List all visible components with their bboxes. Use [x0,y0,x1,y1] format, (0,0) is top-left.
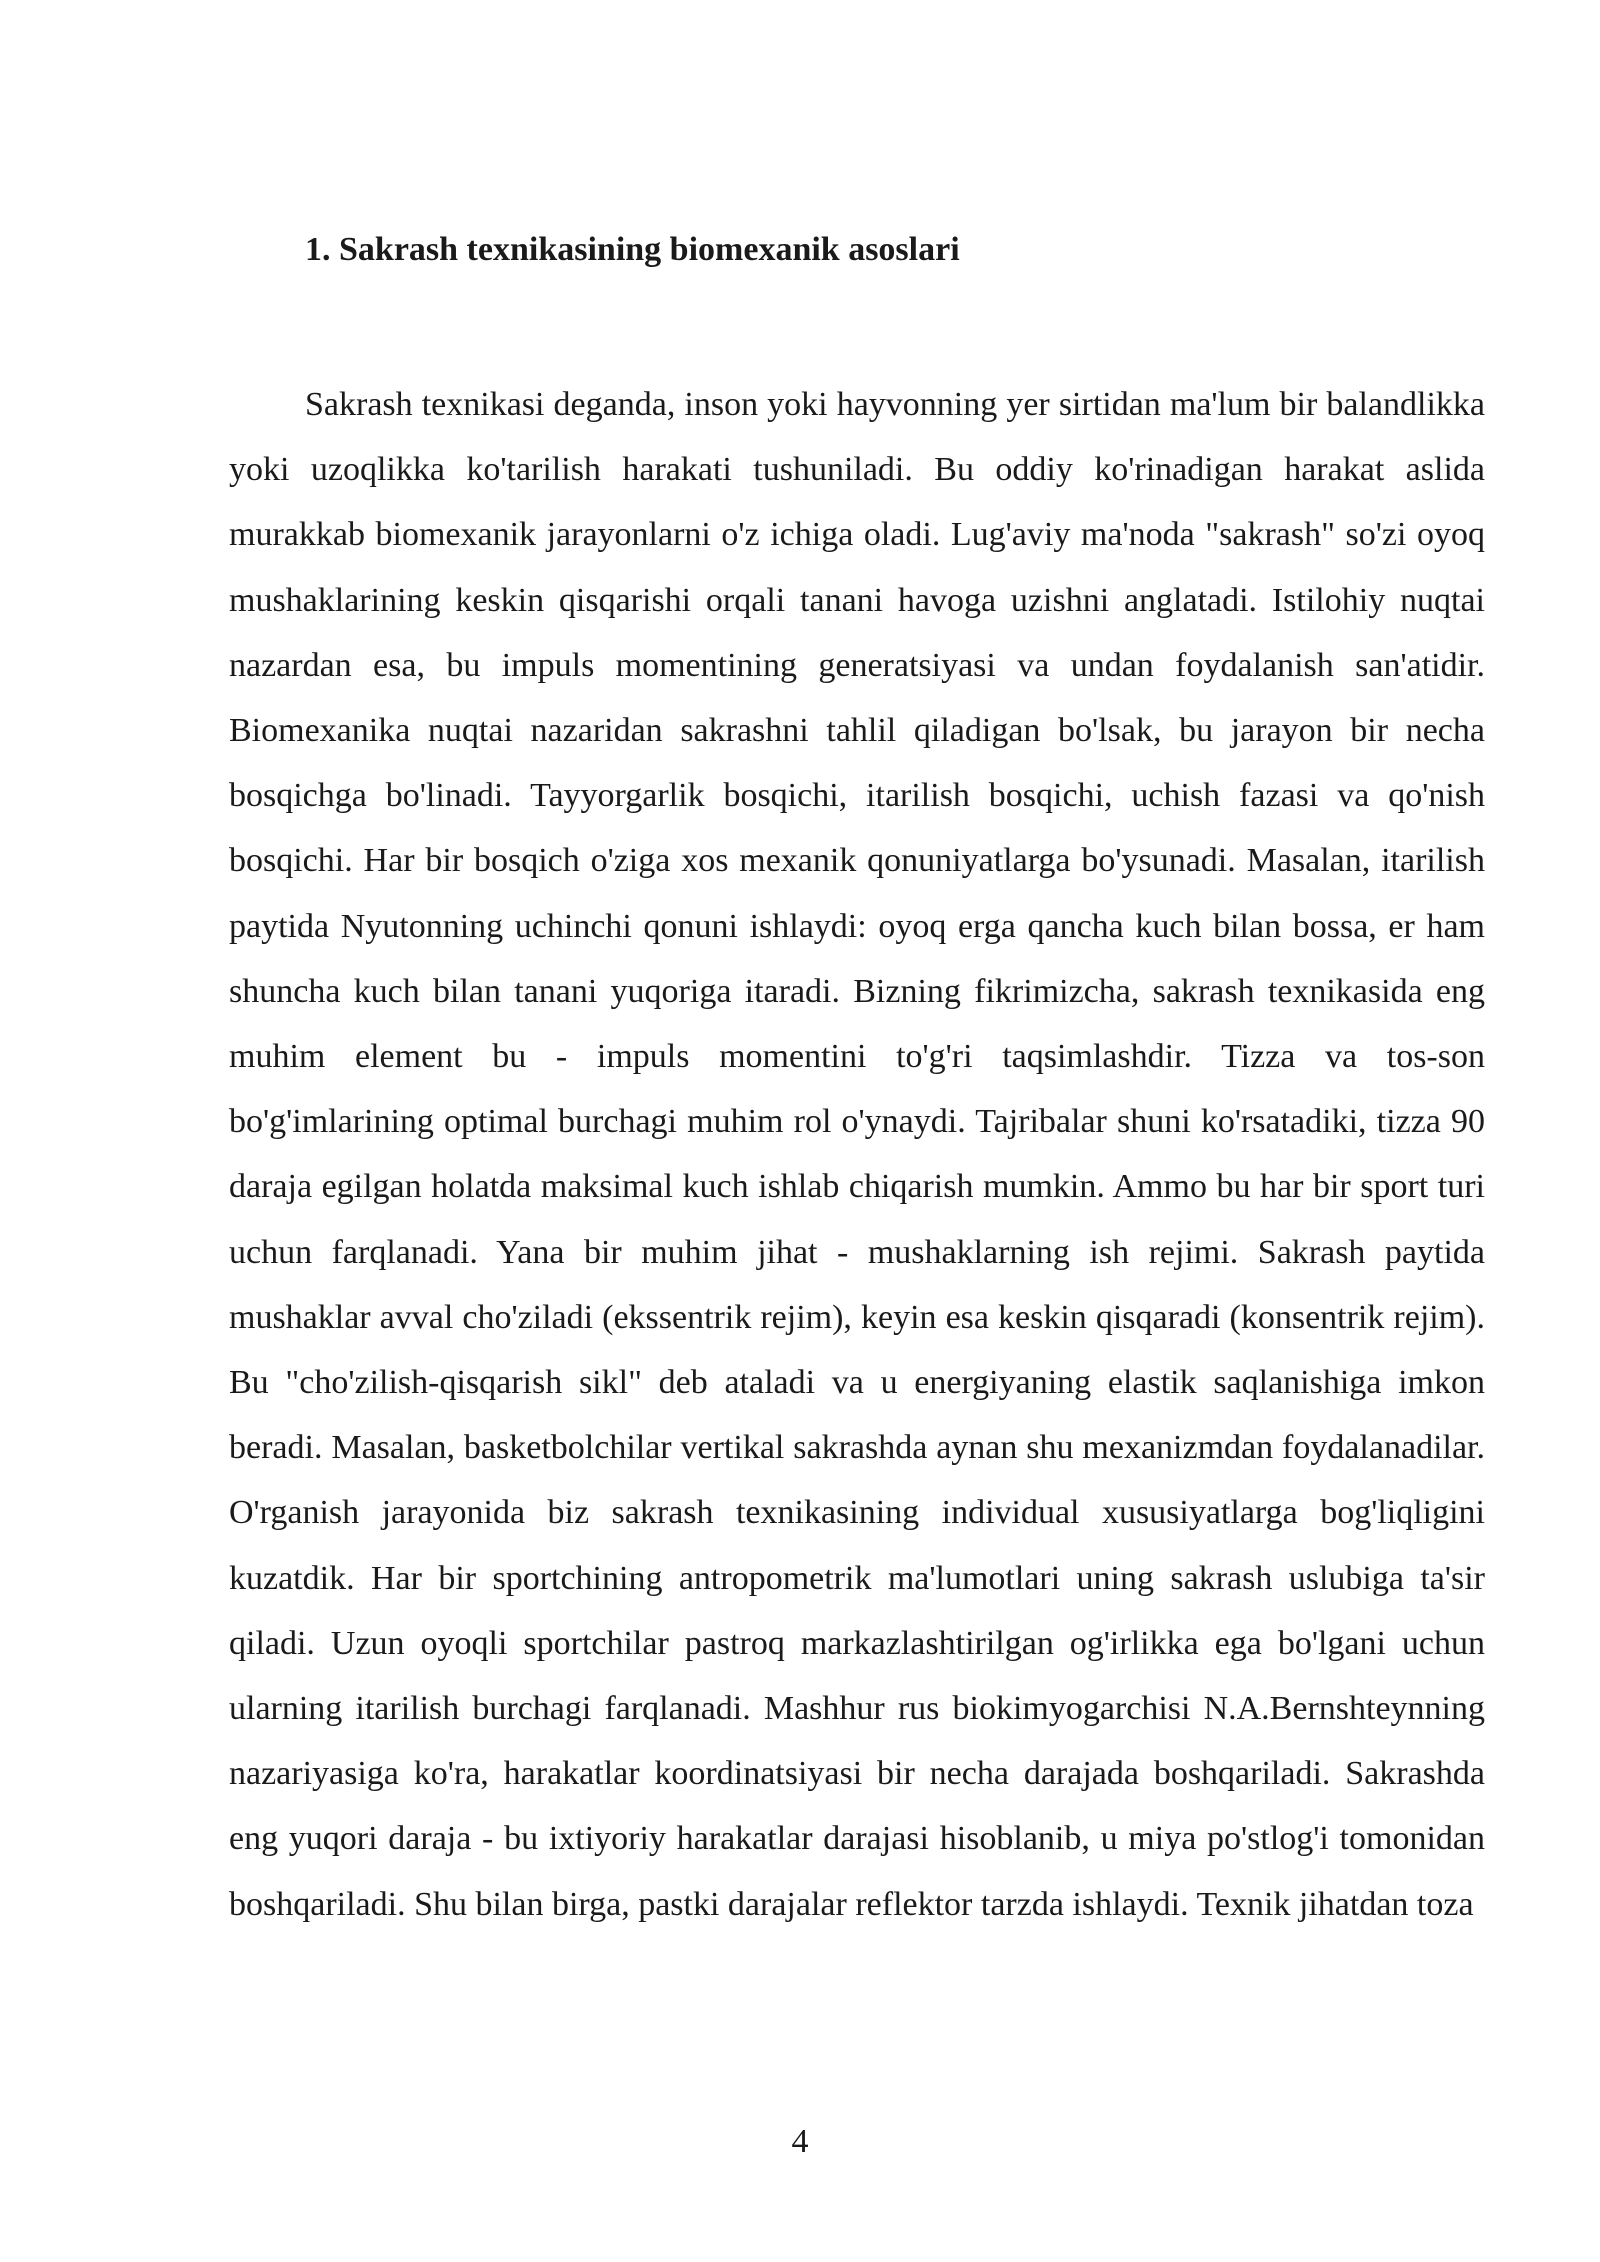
page-number: 4 [791,2123,809,2160]
section-heading: 1. Sakrash texnikasining biomexanik asoslari [305,231,960,268]
body-paragraph: Sakrash texnikasi deganda, inson yoki hayvonning yer sirtidan ma'lum bir balandlikka yoki uzoqlikka ko'tarilish harakati tushuniladi. Bu oddiy ko'rinadigan harakat aslida murakkab biomexanik jarayonlarni o'z ichiga oladi. Lug'aviy ma'noda "sakrash" so'zi oyoq mushaklarining keskin qisqarishi orqali tanani havoga uzishni anglatadi. Istilohiy nuqtai nazardan esa, bu impuls momentining generatsiyasi va undan foydalanish san'atidir. Biomexanika nuqtai nazaridan sakrashni tahlil qiladigan bo'lsak, bu jarayon bir necha bosqichga bo'linadi. Tayyorgarlik bosqichi, itarilish bosqichi, uchish fazasi va qo'nish bosqichi. Har bir bosqich o'ziga xos mexanik qonuniyatlarga bo'ysunadi. Masalan, itarilish paytida Nyutonning uchinchi qonuni ishlaydi: oyoq erga qancha kuch bilan bossa, er ham shuncha kuch bilan tanani yuqoriga itaradi. Bizning fikrimizcha, sakrash texnikasida eng muhim element bu - impuls momentini to'g'ri taqsimlashdir. Tizza va tos-son bo'g'imlarining optimal burchagi muhim rol o'ynaydi. Tajribalar shuni ko'rsatadiki, tizza 90 daraja egilgan holatda maksimal kuch ishlab chiqarish mumkin. Ammo bu har bir sport turi uchun farqlanadi. Yana bir muhim jihat - mushaklarning ish rejimi. Sakrash paytida mushaklar avval cho'ziladi (ekssentrik rejim), keyin esa keskin qisqaradi (konsentrik rejim). Bu "cho'zilish-qisqarish sikl" deb ataladi va u energiyaning elastik saqlanishiga imkon beradi. Masalan, basketbolchilar vertikal sakrashda aynan shu mexanizmdan foydalanadilar. O'rganish jarayonida biz sakrash texnikasining individual xususiyatlarga bog'liqligini kuzatdik. Har bir sportchining antropometrik ma'lumotlari uning sakrash uslubiga ta'sir qiladi. Uzun oyoqli sportchilar pastroq markazlashtirilgan og'irlikka ega bo'lgani uchun ularning itarilish burchagi farqlanadi. Mashhur rus biokimyogarchisi N.A.Bernshteynning nazariyasiga ko'ra, harakatlar koordinatsiyasi bir necha darajada boshqariladi. Sakrashda eng yuqori daraja - bu ixtiyoriy harakatlar darajasi hisoblanib, u miya po'stlog'i tomonidan boshqariladi. Shu bilan birga, pastki darajalar reflektor tarzda ishlaydi. Texnik jihatdan toza [229,386,1485,1923]
